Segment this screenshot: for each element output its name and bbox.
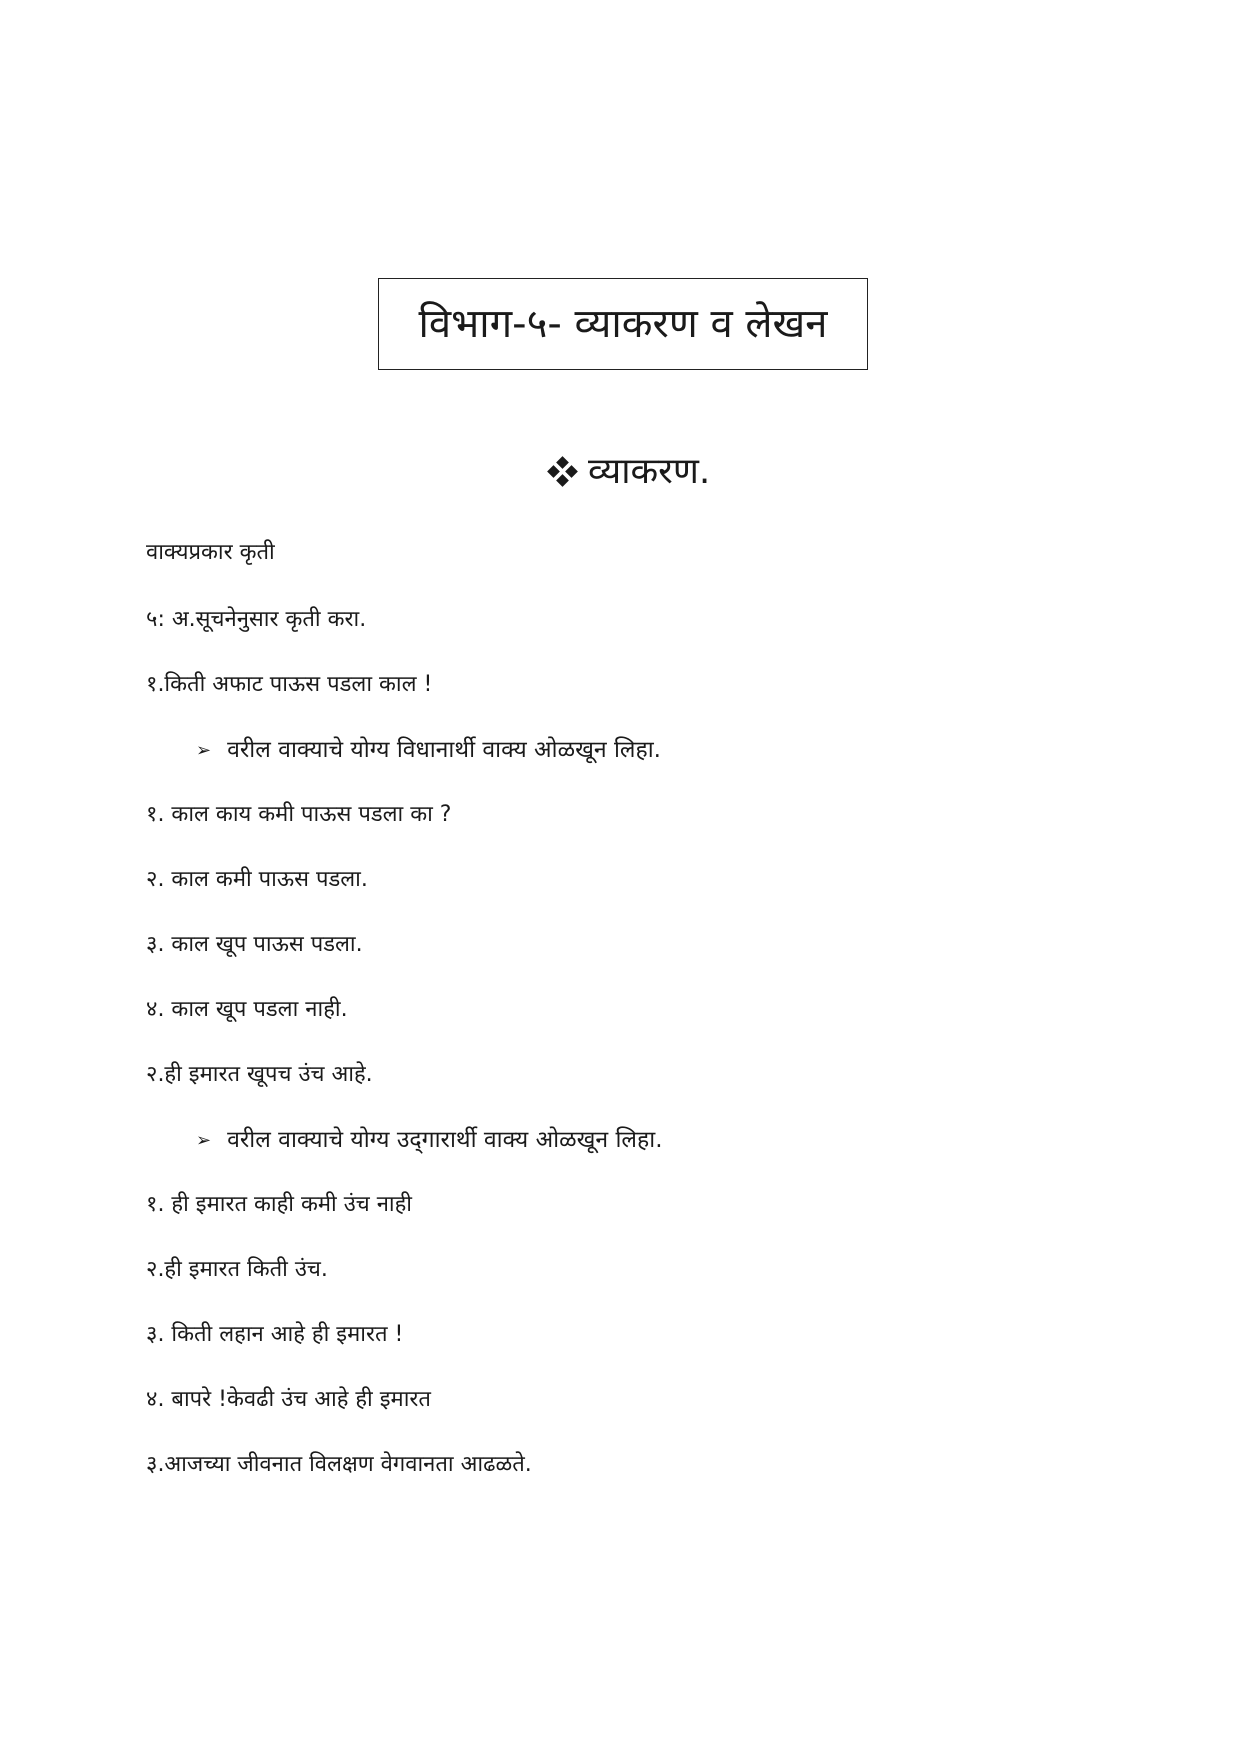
question-2-option-1: १. ही इमारत काही कमी उंच नाही [146,1192,413,1217]
question-1-instruction [196,737,661,765]
question-1-option-4: ४. काल खूप पडला नाही. [146,997,348,1022]
question-3-sentence: ३.आजच्या जीवनात विलक्षण वेगवानता आढळते. [146,1452,532,1477]
section-heading-text: व्याकरण. [588,451,711,492]
subheading: वाक्यप्रकार कृती [146,540,275,565]
instruction-text: वरील वाक्याचे योग्य उद्‌गारार्थी वाक्य ओळखून लिहा. [227,1127,663,1153]
question-1-option-1: १. काल काय कमी पाऊस पडला का ? [146,802,452,827]
arrow-bullet-icon: ➢ [196,1129,212,1151]
question-1-sentence: १.किती अफाट पाऊस पडला काल ! [146,672,433,697]
question-2-instruction [196,1127,663,1155]
question-1-option-3: ३. काल खूप पाऊस पडला. [146,932,363,957]
arrow-bullet-icon: ➢ [196,739,212,761]
diamond-bullet-icon [548,457,578,487]
question-1-option-2: २. काल कमी पाऊस पडला. [146,867,368,892]
instruction-text: वरील वाक्याचे योग्य विधानार्थी वाक्य ओळखून लिहा. [227,737,661,763]
question-2-option-3: ३. किती लहान आहे ही इमारत ! [146,1322,404,1347]
question-2-sentence: २.ही इमारत खूपच उंच आहे. [146,1062,373,1087]
page-title: विभाग-५- व्याकरण व लेखन [418,301,828,347]
task-instruction: ५: अ.सूचनेनुसार कृती करा. [146,607,367,632]
section-heading [548,451,711,492]
title-box [378,278,868,370]
question-2-option-2: २.ही इमारत किती उंच. [146,1257,328,1282]
question-2-option-4: ४. बापरे !केवढी उंच आहे ही इमारत [146,1387,431,1412]
